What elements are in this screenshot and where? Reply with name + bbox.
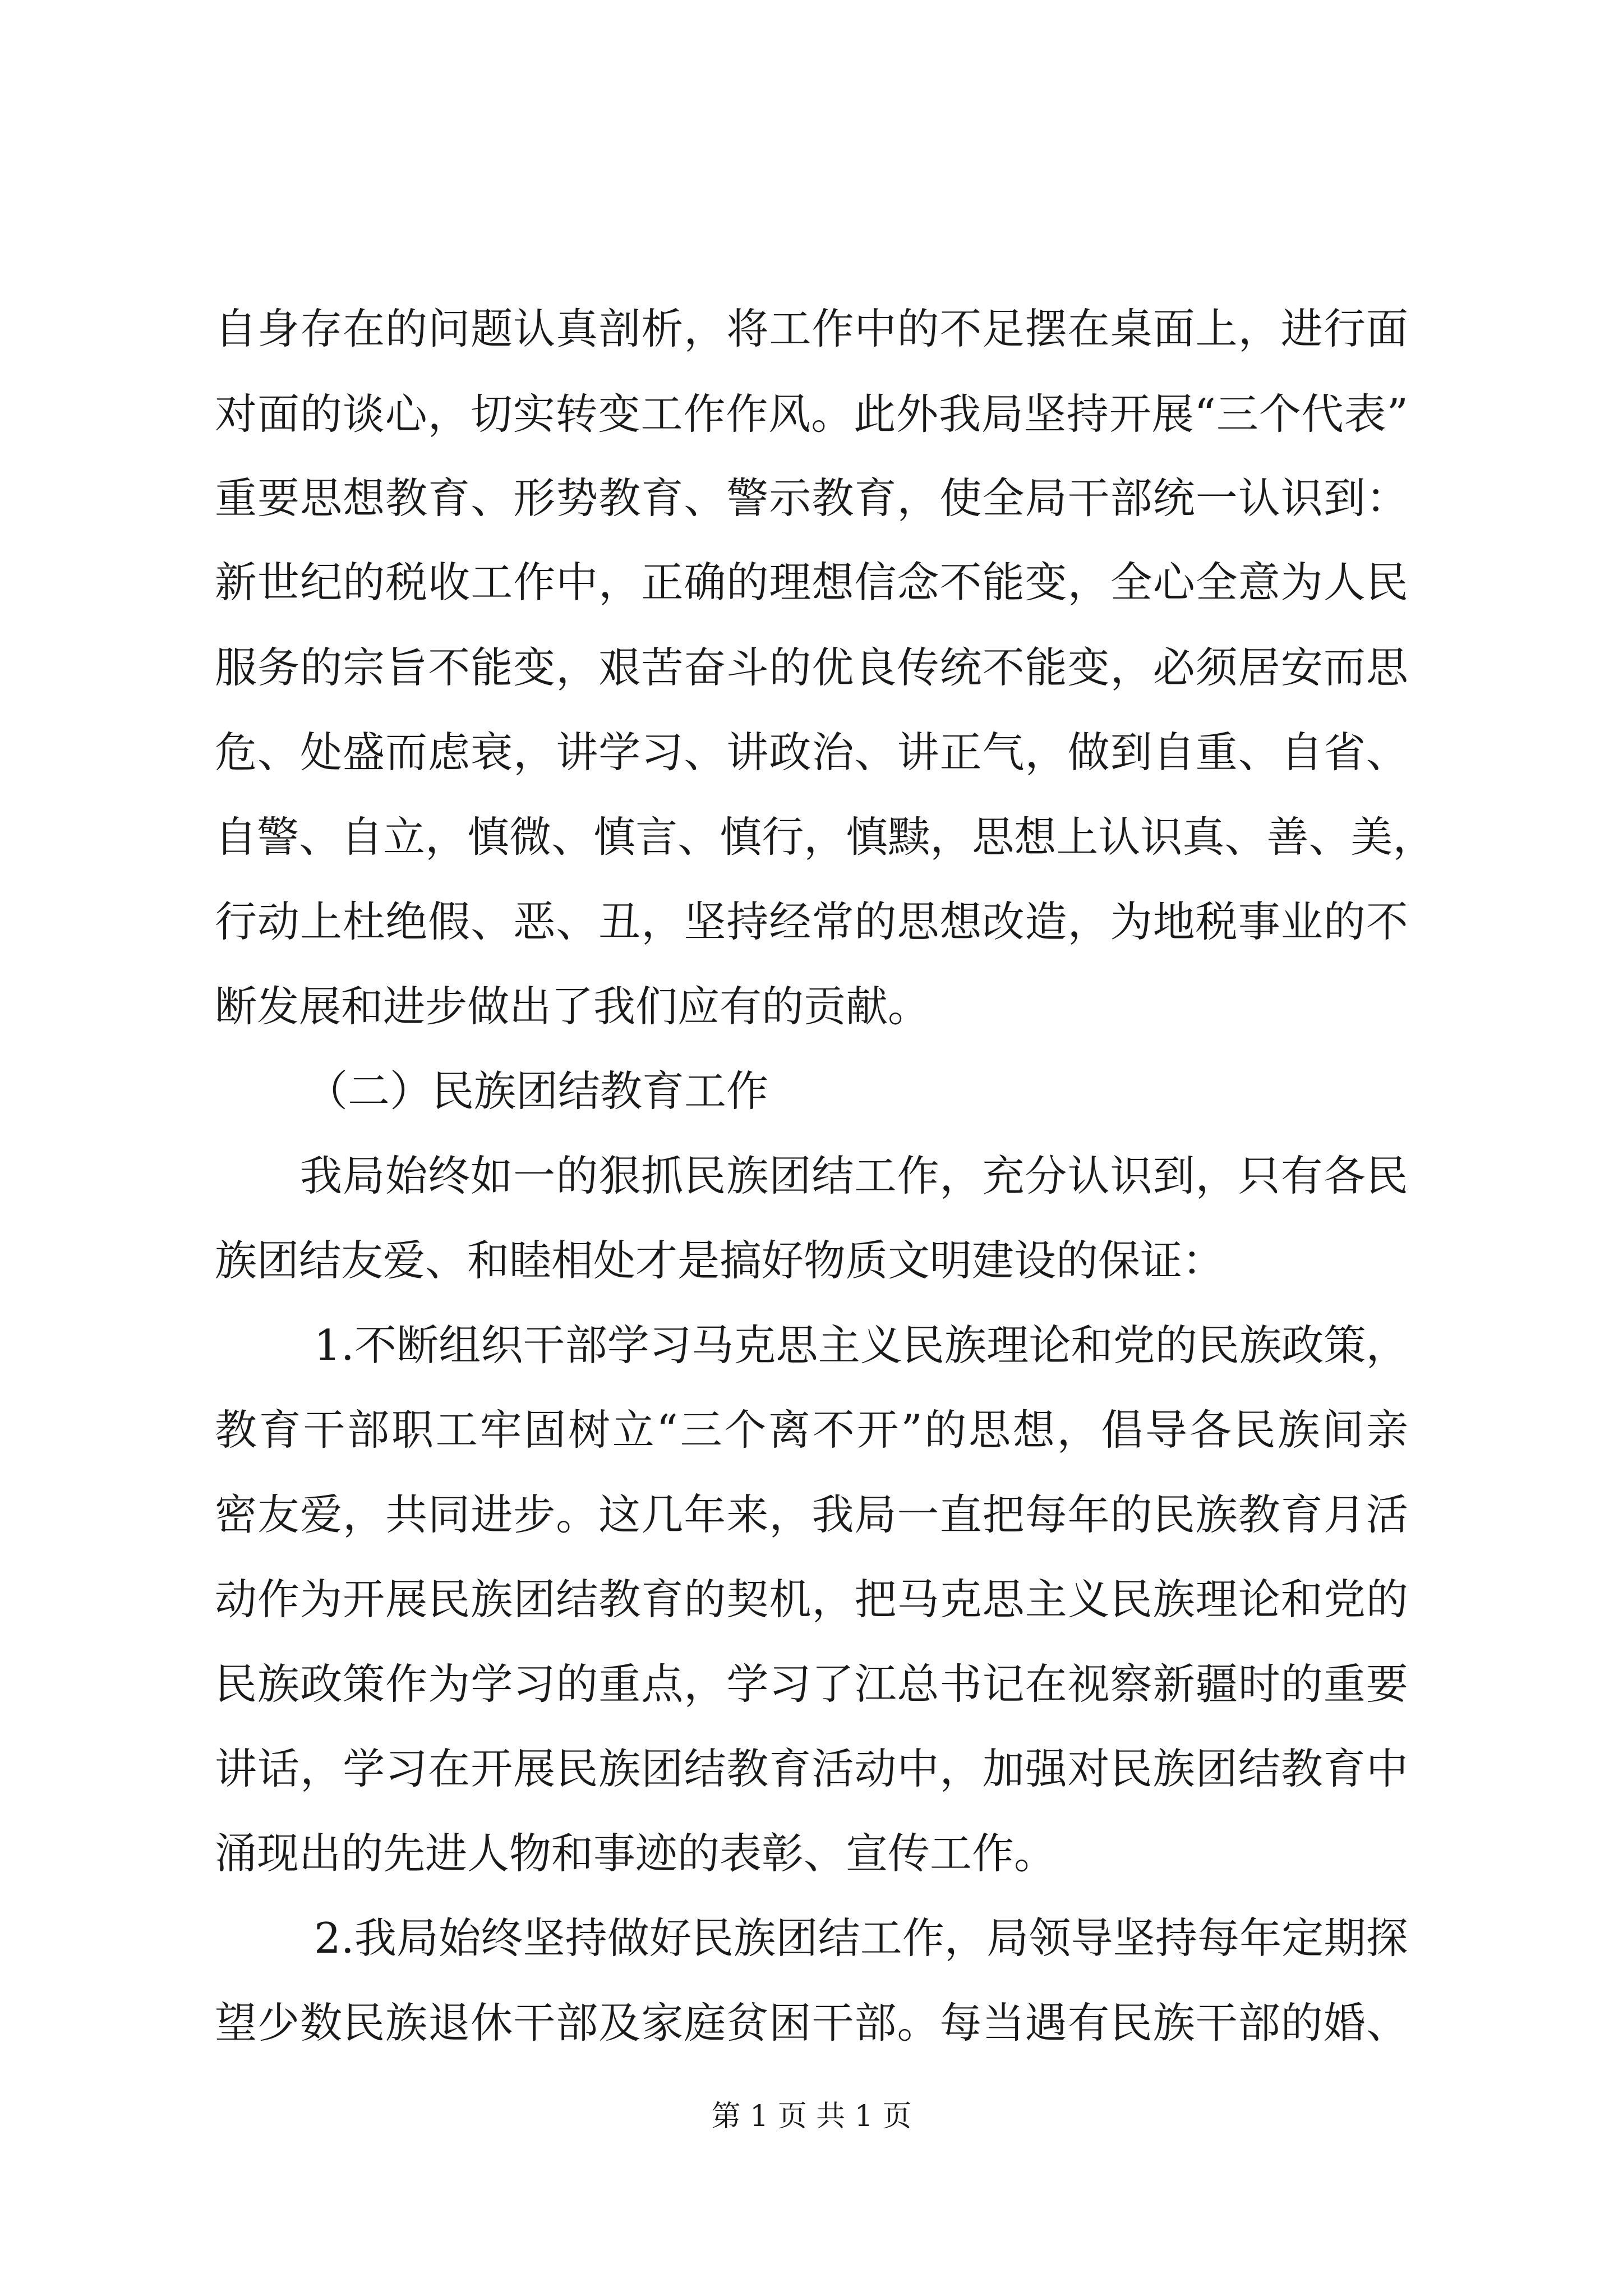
- text-line: 密 友 爱 ， 共 同 进 步 。 这 几 年 来 ， 我 局 一 直 把 每 年 的 民 族 教 育 月 活: [215, 1490, 1408, 1539]
- list-item-first-line: 2 . 我 局 始 终 坚 持 做 好 民 族 团 结 工 作 ， 局 领 导 坚 持 每 年 定 期 探: [314, 1913, 1408, 1963]
- text-line: 讲 话 ， 学 习 在 开 展 民 族 团 结 教 育 活 动 中 ， 加 强 对 民 族 团 结 教 育 中: [215, 1744, 1408, 1793]
- page-footer: 第 1 页 共 1 页: [711, 2100, 912, 2133]
- text-line: 涌现出的先进人物和事迹的表彰、宣传工作。: [215, 1829, 1057, 1878]
- text-line: 教 育 干 部 职 工 牢 固 树 立 “ 三 个 离 不 开 ” 的 思 想 ， 倡 导 各 民 族 间 亲: [215, 1405, 1408, 1455]
- paragraph-first-line: 我 局 始 终 如 一 的 狠 抓 民 族 团 结 工 作 ， 充 分 认 识 到 ， 只 有 各 民: [300, 1151, 1408, 1200]
- text-line: 望 少 数 民 族 退 休 干 部 及 家 庭 贫 困 干 部 。 每 当 遇 有 民 族 干 部 的 婚 、: [215, 1998, 1408, 2047]
- text-line: 族团结友爱、和睦相处才是搞好物质文明建设的保证：: [215, 1236, 1225, 1285]
- text-line: 自 身 存 在 的 问 题 认 真 剖 析 ， 将 工 作 中 的 不 足 摆 在 桌 面 上 ， 进 行 面: [215, 304, 1408, 353]
- text-line: 行 动 上 杜 绝 假 、 恶 、 丑 ， 坚 持 经 常 的 思 想 改 造 ， 为 地 税 事 业 的 不: [215, 897, 1408, 946]
- text-line: 自 警 、 自 立 ， 慎 微 、 慎 言 、 慎 行 ， 慎 黩 ， 思 想 上 认 识 真 、 善 、 美 ，: [215, 812, 1435, 862]
- text-line: 重 要 思 想 教 育 、 形 势 教 育 、 警 示 教 育 ， 使 全 局 干 部 统 一 认 识 到 ：: [215, 473, 1408, 523]
- list-item-first-line: 1 . 不 断 组 织 干 部 学 习 马 克 思 主 义 民 族 理 论 和 党 的 民 族 政 策 ，: [314, 1320, 1408, 1370]
- text-line: 新 世 纪 的 税 收 工 作 中 ， 正 确 的 理 想 信 念 不 能 变 ， 全 心 全 意 为 人 民: [215, 558, 1408, 607]
- text-line: 对 面 的 谈 心 ， 切 实 转 变 工 作 作 风 。 此 外 我 局 坚 持 开 展 “ 三 个 代 表 ”: [215, 389, 1408, 439]
- text-line: 服 务 的 宗 旨 不 能 变 ， 艰 苦 奋 斗 的 优 良 传 统 不 能 变 ， 必 须 居 安 而 思: [215, 643, 1408, 692]
- text-line: 断发展和进步做出了我们应有的贡献。: [215, 982, 930, 1031]
- section-heading: （二）民族团结教育工作: [306, 1066, 769, 1116]
- text-line: 民 族 政 策 作 为 学 习 的 重 点 ， 学 习 了 江 总 书 记 在 视 察 新 疆 时 的 重 要: [215, 1659, 1408, 1709]
- text-line: 危 、 处 盛 而 虑 衰 ， 讲 学 习 、 讲 政 治 、 讲 正 气 ， 做 到 自 重 、 自 省 、: [215, 728, 1408, 777]
- text-line: 动 作 为 开 展 民 族 团 结 教 育 的 契 机 ， 把 马 克 思 主 义 民 族 理 论 和 党 的: [215, 1575, 1408, 1624]
